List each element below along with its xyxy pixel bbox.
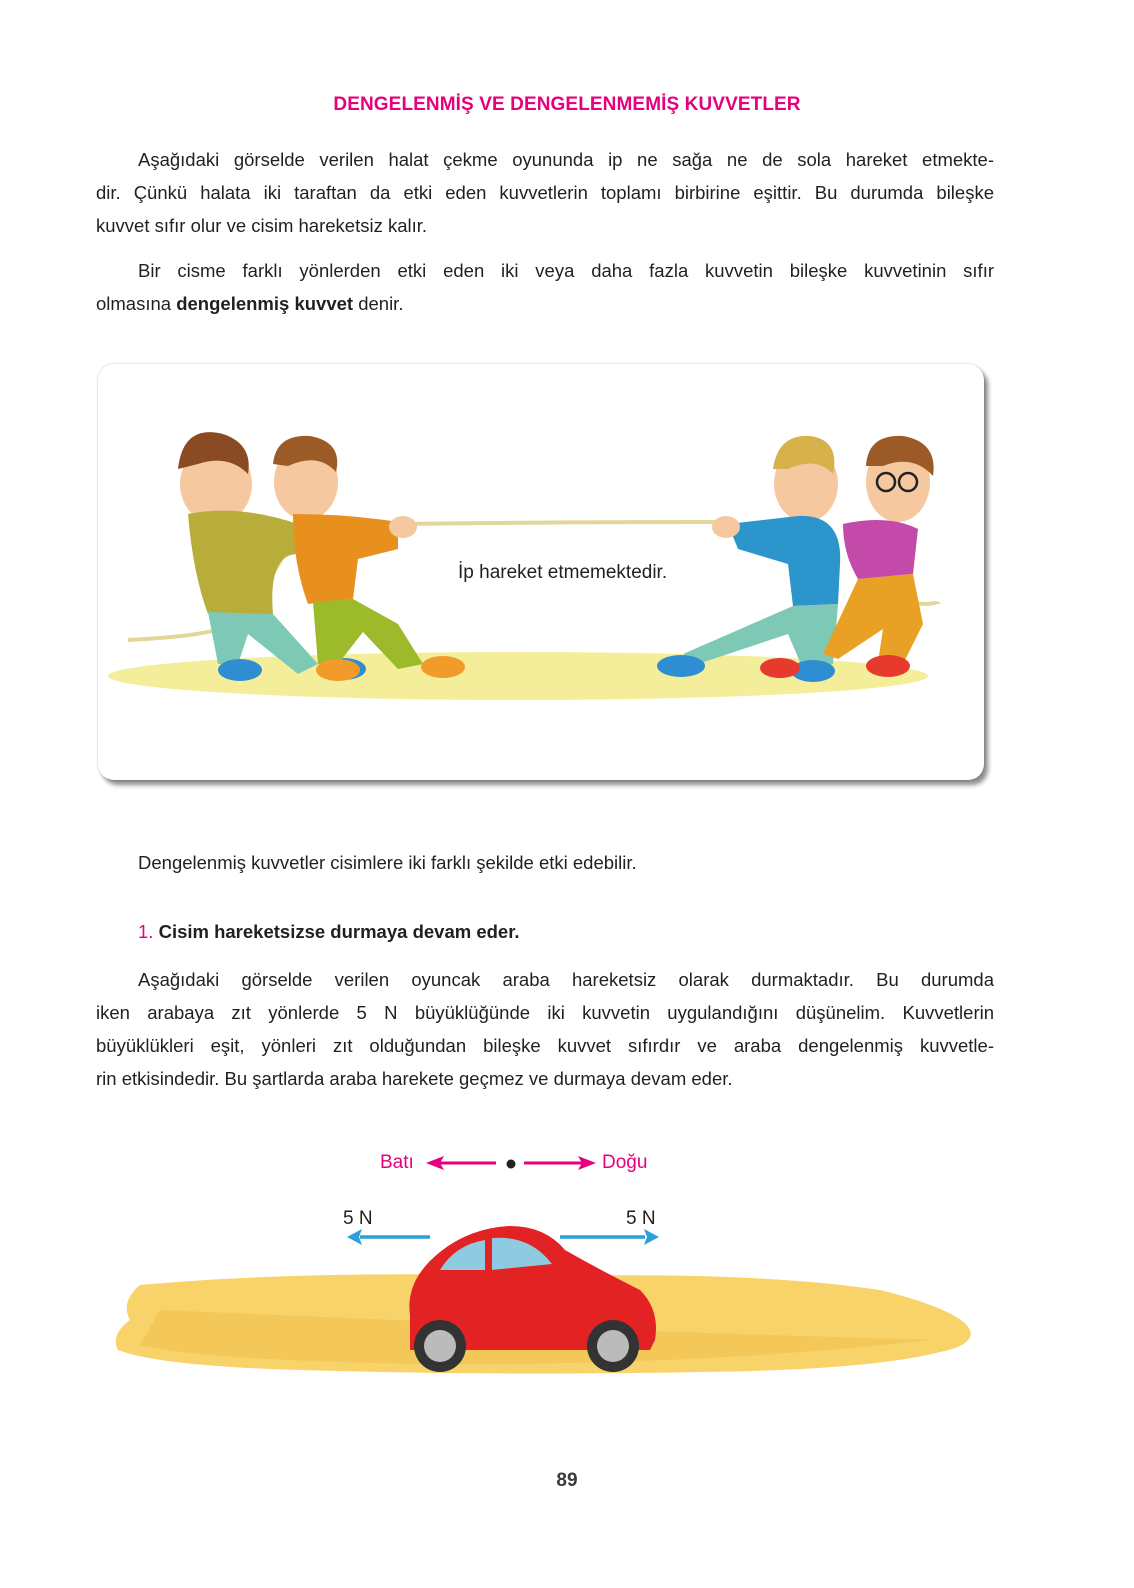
intro-paragraph-2 — [96, 254, 994, 320]
car-paragraph — [96, 963, 994, 1095]
left-force-label: 5 N — [343, 1208, 373, 1229]
car-line2: iken arabaya zıt yönlerde 5 N büyüklüğünde iki kuvvetin uygulandığını düşünelim. Kuvvetlerin — [96, 1002, 994, 1023]
west-label: Batı — [380, 1152, 414, 1173]
page-title: DENGELENMİŞ VE DENGELENMEMİŞ KUVVETLER — [333, 94, 801, 115]
force-right-arrow-icon — [644, 1229, 659, 1245]
p1-line1: Aşağıdaki görselde verilen halat çekme oyununda ip ne sağa ne de sola hareket etmekte- — [138, 149, 994, 170]
item-1-heading — [138, 921, 520, 943]
p2-line2-before: olmasına — [96, 293, 177, 314]
p2-line2-after: denir. — [353, 293, 404, 314]
section-intro: Dengelenmiş kuvvetler cisimlere iki farklı şekilde etki edebilir. — [138, 852, 637, 873]
p1-line3: kuvvet sıfır olur ve cisim hareketsiz kalır. — [96, 215, 428, 236]
item-1-number: 1. — [138, 921, 154, 942]
car-figure — [0, 1140, 1134, 1420]
definition-term: dengelenmiş kuvvet — [176, 293, 354, 314]
car-line4: rin etkisindedir. Bu şartlarda araba harekete geçmez ve durmaya devam eder. — [96, 1068, 733, 1089]
origin-dot — [507, 1160, 516, 1169]
intro-paragraph-1 — [96, 143, 994, 242]
p2-line1: Bir cisme farklı yönlerden etki eden iki veya daha fazla kuvvetin bileşke kuvvetinin sıfır — [138, 260, 994, 281]
direction-arrows — [426, 1156, 596, 1170]
car-line3: büyüklükleri eşit, yönleri zıt olduğundan bileşke kuvvet sıfırdır ve araba dengelenmiş kuvvetle- — [96, 1035, 994, 1056]
page-number: 89 — [556, 1470, 578, 1491]
east-label: Doğu — [602, 1152, 648, 1173]
car-line1: Aşağıdaki görselde verilen oyuncak araba hareketsiz olarak durmaktadır. Bu durumda — [138, 969, 994, 990]
item-1-title: Cisim hareketsizse durmaya devam eder. — [158, 921, 520, 942]
left-kid-2 — [273, 436, 465, 681]
p1-line2: dir. Çünkü halata iki taraftan da etki eden kuvvetlerin toplamı birbirine eşittir. Bu durumda bileşke — [96, 182, 994, 203]
right-force-label: 5 N — [626, 1208, 656, 1229]
right-kid-1 — [657, 436, 840, 682]
car-illustration — [0, 1140, 1134, 1420]
tug-of-war-figure — [98, 364, 984, 780]
figure1-caption: İp hareket etmemektedir. — [458, 562, 668, 583]
force-left-arrow-icon — [347, 1229, 362, 1245]
